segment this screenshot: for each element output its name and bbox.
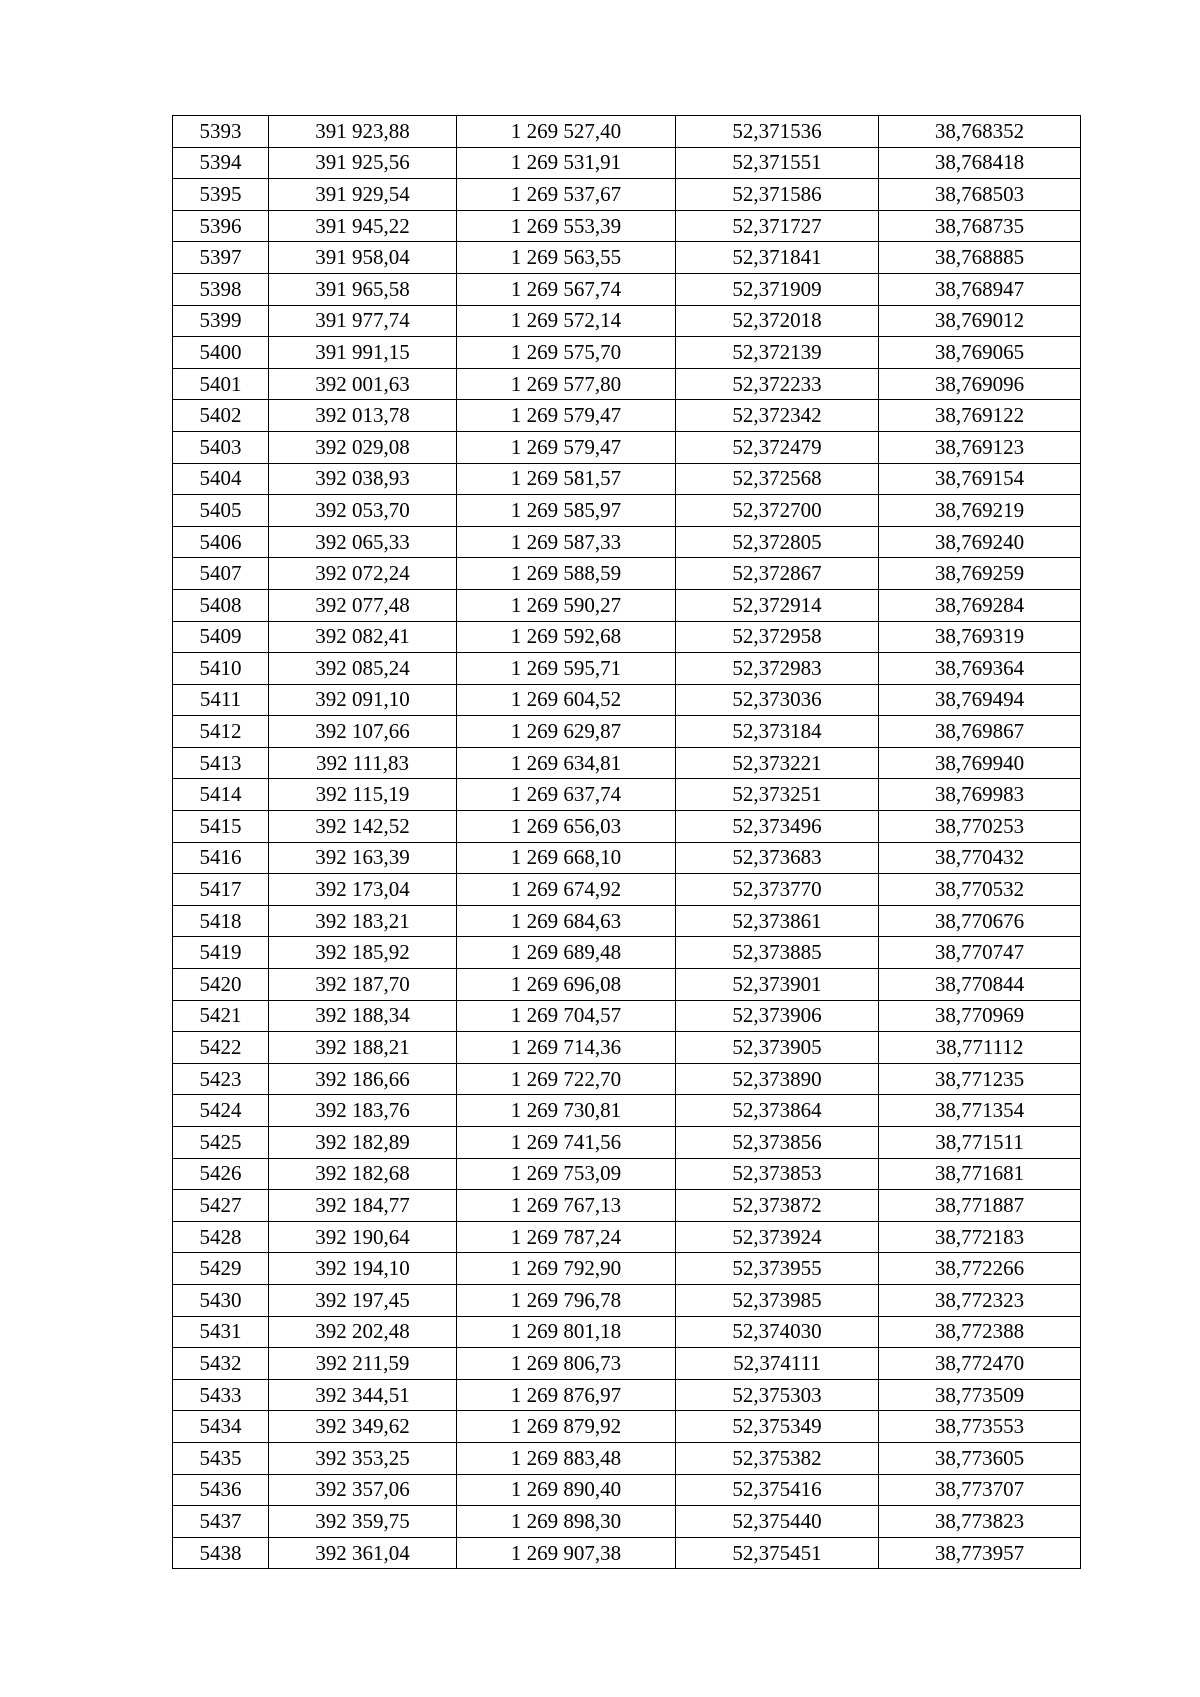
y-coordinate-cell: 1 269 629,87 (457, 716, 676, 748)
latitude-cell: 52,375440 (676, 1506, 879, 1538)
longitude-cell: 38,769867 (879, 716, 1081, 748)
x-coordinate-cell: 392 188,34 (269, 1000, 457, 1032)
table-row (173, 1506, 1081, 1538)
x-coordinate-cell: 392 029,08 (269, 431, 457, 463)
y-coordinate-cell: 1 269 876,97 (457, 1379, 676, 1411)
y-coordinate-cell: 1 269 588,59 (457, 558, 676, 590)
latitude-cell: 52,373683 (676, 842, 879, 874)
table-row (173, 1221, 1081, 1253)
point-number-cell: 5400 (173, 337, 269, 369)
point-number-cell: 5432 (173, 1348, 269, 1380)
point-number-cell: 5412 (173, 716, 269, 748)
point-number-cell: 5435 (173, 1442, 269, 1474)
y-coordinate-cell: 1 269 579,47 (457, 400, 676, 432)
latitude-cell: 52,372914 (676, 589, 879, 621)
point-number-cell: 5428 (173, 1221, 269, 1253)
table-row (173, 653, 1081, 685)
table-row (173, 1379, 1081, 1411)
longitude-cell: 38,771354 (879, 1095, 1081, 1127)
latitude-cell: 52,372342 (676, 400, 879, 432)
table-row (173, 1348, 1081, 1380)
y-coordinate-cell: 1 269 592,68 (457, 621, 676, 653)
table-row (173, 969, 1081, 1001)
point-number-cell: 5409 (173, 621, 269, 653)
table-row (173, 1032, 1081, 1064)
y-coordinate-cell: 1 269 674,92 (457, 874, 676, 906)
point-number-cell: 5404 (173, 463, 269, 495)
longitude-cell: 38,769319 (879, 621, 1081, 653)
longitude-cell: 38,772183 (879, 1221, 1081, 1253)
x-coordinate-cell: 392 111,83 (269, 747, 457, 779)
latitude-cell: 52,373901 (676, 969, 879, 1001)
latitude-cell: 52,372018 (676, 305, 879, 337)
x-coordinate-cell: 391 945,22 (269, 210, 457, 242)
longitude-cell: 38,769940 (879, 747, 1081, 779)
latitude-cell: 52,375416 (676, 1474, 879, 1506)
latitude-cell: 52,373856 (676, 1127, 879, 1159)
point-number-cell: 5429 (173, 1253, 269, 1285)
longitude-cell: 38,769494 (879, 684, 1081, 716)
y-coordinate-cell: 1 269 806,73 (457, 1348, 676, 1380)
y-coordinate-cell: 1 269 898,30 (457, 1506, 676, 1538)
point-number-cell: 5436 (173, 1474, 269, 1506)
longitude-cell: 38,770844 (879, 969, 1081, 1001)
table-row (173, 937, 1081, 969)
point-number-cell: 5417 (173, 874, 269, 906)
table-row (173, 779, 1081, 811)
latitude-cell: 52,371536 (676, 116, 879, 148)
latitude-cell: 52,372139 (676, 337, 879, 369)
table-row (173, 1095, 1081, 1127)
latitude-cell: 52,373906 (676, 1000, 879, 1032)
x-coordinate-cell: 392 344,51 (269, 1379, 457, 1411)
latitude-cell: 52,372983 (676, 653, 879, 685)
y-coordinate-cell: 1 269 879,92 (457, 1411, 676, 1443)
x-coordinate-cell: 392 001,63 (269, 368, 457, 400)
y-coordinate-cell: 1 269 537,67 (457, 179, 676, 211)
table-row (173, 242, 1081, 274)
longitude-cell: 38,768418 (879, 147, 1081, 179)
point-number-cell: 5418 (173, 905, 269, 937)
point-number-cell: 5431 (173, 1316, 269, 1348)
x-coordinate-cell: 392 183,76 (269, 1095, 457, 1127)
latitude-cell: 52,372958 (676, 621, 879, 653)
latitude-cell: 52,373924 (676, 1221, 879, 1253)
y-coordinate-cell: 1 269 572,14 (457, 305, 676, 337)
latitude-cell: 52,375451 (676, 1537, 879, 1569)
table-row (173, 1316, 1081, 1348)
x-coordinate-cell: 391 991,15 (269, 337, 457, 369)
table-row (173, 273, 1081, 305)
longitude-cell: 38,770432 (879, 842, 1081, 874)
longitude-cell: 38,773605 (879, 1442, 1081, 1474)
point-number-cell: 5395 (173, 179, 269, 211)
latitude-cell: 52,371586 (676, 179, 879, 211)
longitude-cell: 38,769284 (879, 589, 1081, 621)
x-coordinate-cell: 392 353,25 (269, 1442, 457, 1474)
table-row (173, 747, 1081, 779)
point-number-cell: 5414 (173, 779, 269, 811)
longitude-cell: 38,770253 (879, 811, 1081, 843)
point-number-cell: 5407 (173, 558, 269, 590)
table-row (173, 1063, 1081, 1095)
longitude-cell: 38,771112 (879, 1032, 1081, 1064)
table-row (173, 431, 1081, 463)
y-coordinate-cell: 1 269 587,33 (457, 526, 676, 558)
longitude-cell: 38,769364 (879, 653, 1081, 685)
y-coordinate-cell: 1 269 579,47 (457, 431, 676, 463)
y-coordinate-cell: 1 269 567,74 (457, 273, 676, 305)
point-number-cell: 5433 (173, 1379, 269, 1411)
x-coordinate-cell: 392 065,33 (269, 526, 457, 558)
y-coordinate-cell: 1 269 801,18 (457, 1316, 676, 1348)
latitude-cell: 52,372867 (676, 558, 879, 590)
point-number-cell: 5396 (173, 210, 269, 242)
x-coordinate-cell: 391 977,74 (269, 305, 457, 337)
longitude-cell: 38,769240 (879, 526, 1081, 558)
y-coordinate-cell: 1 269 575,70 (457, 337, 676, 369)
point-number-cell: 5425 (173, 1127, 269, 1159)
point-number-cell: 5419 (173, 937, 269, 969)
longitude-cell: 38,770969 (879, 1000, 1081, 1032)
coordinates-table-body (173, 116, 1081, 1569)
point-number-cell: 5415 (173, 811, 269, 843)
y-coordinate-cell: 1 269 796,78 (457, 1284, 676, 1316)
y-coordinate-cell: 1 269 704,57 (457, 1000, 676, 1032)
longitude-cell: 38,773957 (879, 1537, 1081, 1569)
point-number-cell: 5405 (173, 495, 269, 527)
x-coordinate-cell: 392 357,06 (269, 1474, 457, 1506)
table-row (173, 495, 1081, 527)
table-row (173, 305, 1081, 337)
latitude-cell: 52,372568 (676, 463, 879, 495)
point-number-cell: 5422 (173, 1032, 269, 1064)
longitude-cell: 38,768947 (879, 273, 1081, 305)
longitude-cell: 38,770747 (879, 937, 1081, 969)
y-coordinate-cell: 1 269 753,09 (457, 1158, 676, 1190)
point-number-cell: 5393 (173, 116, 269, 148)
latitude-cell: 52,371909 (676, 273, 879, 305)
y-coordinate-cell: 1 269 634,81 (457, 747, 676, 779)
y-coordinate-cell: 1 269 907,38 (457, 1537, 676, 1569)
table-row (173, 811, 1081, 843)
y-coordinate-cell: 1 269 668,10 (457, 842, 676, 874)
table-row (173, 526, 1081, 558)
longitude-cell: 38,773509 (879, 1379, 1081, 1411)
table-row (173, 1411, 1081, 1443)
x-coordinate-cell: 392 091,10 (269, 684, 457, 716)
table-row (173, 368, 1081, 400)
latitude-cell: 52,372479 (676, 431, 879, 463)
point-number-cell: 5424 (173, 1095, 269, 1127)
x-coordinate-cell: 392 211,59 (269, 1348, 457, 1380)
latitude-cell: 52,375303 (676, 1379, 879, 1411)
point-number-cell: 5434 (173, 1411, 269, 1443)
table-row (173, 684, 1081, 716)
x-coordinate-cell: 392 182,68 (269, 1158, 457, 1190)
longitude-cell: 38,768352 (879, 116, 1081, 148)
longitude-cell: 38,769123 (879, 431, 1081, 463)
latitude-cell: 52,373770 (676, 874, 879, 906)
longitude-cell: 38,771681 (879, 1158, 1081, 1190)
latitude-cell: 52,371727 (676, 210, 879, 242)
table-row (173, 210, 1081, 242)
x-coordinate-cell: 392 082,41 (269, 621, 457, 653)
x-coordinate-cell: 392 197,45 (269, 1284, 457, 1316)
x-coordinate-cell: 392 053,70 (269, 495, 457, 527)
x-coordinate-cell: 392 185,92 (269, 937, 457, 969)
latitude-cell: 52,373221 (676, 747, 879, 779)
longitude-cell: 38,769122 (879, 400, 1081, 432)
point-number-cell: 5437 (173, 1506, 269, 1538)
latitude-cell: 52,374030 (676, 1316, 879, 1348)
y-coordinate-cell: 1 269 581,57 (457, 463, 676, 495)
table-row (173, 1190, 1081, 1222)
longitude-cell: 38,772266 (879, 1253, 1081, 1285)
longitude-cell: 38,769065 (879, 337, 1081, 369)
table-row (173, 179, 1081, 211)
latitude-cell: 52,371841 (676, 242, 879, 274)
table-row (173, 716, 1081, 748)
y-coordinate-cell: 1 269 553,39 (457, 210, 676, 242)
point-number-cell: 5394 (173, 147, 269, 179)
point-number-cell: 5421 (173, 1000, 269, 1032)
longitude-cell: 38,768503 (879, 179, 1081, 211)
table-row (173, 1537, 1081, 1569)
longitude-cell: 38,769154 (879, 463, 1081, 495)
x-coordinate-cell: 392 202,48 (269, 1316, 457, 1348)
table-row (173, 1158, 1081, 1190)
x-coordinate-cell: 392 077,48 (269, 589, 457, 621)
table-row (173, 400, 1081, 432)
latitude-cell: 52,373864 (676, 1095, 879, 1127)
latitude-cell: 52,372805 (676, 526, 879, 558)
longitude-cell: 38,773707 (879, 1474, 1081, 1506)
x-coordinate-cell: 392 182,89 (269, 1127, 457, 1159)
table-row (173, 621, 1081, 653)
x-coordinate-cell: 392 184,77 (269, 1190, 457, 1222)
table-row (173, 558, 1081, 590)
x-coordinate-cell: 392 359,75 (269, 1506, 457, 1538)
x-coordinate-cell: 391 929,54 (269, 179, 457, 211)
latitude-cell: 52,372233 (676, 368, 879, 400)
table-row (173, 463, 1081, 495)
longitude-cell: 38,768885 (879, 242, 1081, 274)
x-coordinate-cell: 392 187,70 (269, 969, 457, 1001)
table-row (173, 1474, 1081, 1506)
x-coordinate-cell: 392 190,64 (269, 1221, 457, 1253)
latitude-cell: 52,373496 (676, 811, 879, 843)
latitude-cell: 52,373251 (676, 779, 879, 811)
y-coordinate-cell: 1 269 531,91 (457, 147, 676, 179)
latitude-cell: 52,373890 (676, 1063, 879, 1095)
x-coordinate-cell: 392 142,52 (269, 811, 457, 843)
y-coordinate-cell: 1 269 787,24 (457, 1221, 676, 1253)
y-coordinate-cell: 1 269 577,80 (457, 368, 676, 400)
point-number-cell: 5401 (173, 368, 269, 400)
longitude-cell: 38,769012 (879, 305, 1081, 337)
x-coordinate-cell: 392 349,62 (269, 1411, 457, 1443)
longitude-cell: 38,772323 (879, 1284, 1081, 1316)
point-number-cell: 5411 (173, 684, 269, 716)
point-number-cell: 5402 (173, 400, 269, 432)
table-row (173, 1284, 1081, 1316)
y-coordinate-cell: 1 269 637,74 (457, 779, 676, 811)
latitude-cell: 52,372700 (676, 495, 879, 527)
longitude-cell: 38,770676 (879, 905, 1081, 937)
table-row (173, 1127, 1081, 1159)
x-coordinate-cell: 392 188,21 (269, 1032, 457, 1064)
point-number-cell: 5408 (173, 589, 269, 621)
x-coordinate-cell: 392 173,04 (269, 874, 457, 906)
y-coordinate-cell: 1 269 722,70 (457, 1063, 676, 1095)
x-coordinate-cell: 391 958,04 (269, 242, 457, 274)
x-coordinate-cell: 391 925,56 (269, 147, 457, 179)
x-coordinate-cell: 392 194,10 (269, 1253, 457, 1285)
point-number-cell: 5420 (173, 969, 269, 1001)
latitude-cell: 52,371551 (676, 147, 879, 179)
longitude-cell: 38,771887 (879, 1190, 1081, 1222)
x-coordinate-cell: 392 072,24 (269, 558, 457, 590)
table-row (173, 1253, 1081, 1285)
longitude-cell: 38,772470 (879, 1348, 1081, 1380)
latitude-cell: 52,374111 (676, 1348, 879, 1380)
x-coordinate-cell: 392 183,21 (269, 905, 457, 937)
longitude-cell: 38,773823 (879, 1506, 1081, 1538)
table-row (173, 874, 1081, 906)
point-number-cell: 5398 (173, 273, 269, 305)
table-row (173, 337, 1081, 369)
point-number-cell: 5427 (173, 1190, 269, 1222)
longitude-cell: 38,772388 (879, 1316, 1081, 1348)
latitude-cell: 52,375349 (676, 1411, 879, 1443)
y-coordinate-cell: 1 269 714,36 (457, 1032, 676, 1064)
point-number-cell: 5430 (173, 1284, 269, 1316)
longitude-cell: 38,769259 (879, 558, 1081, 590)
longitude-cell: 38,769219 (879, 495, 1081, 527)
x-coordinate-cell: 392 186,66 (269, 1063, 457, 1095)
y-coordinate-cell: 1 269 527,40 (457, 116, 676, 148)
point-number-cell: 5438 (173, 1537, 269, 1569)
y-coordinate-cell: 1 269 696,08 (457, 969, 676, 1001)
table-row (173, 589, 1081, 621)
y-coordinate-cell: 1 269 604,52 (457, 684, 676, 716)
table-row (173, 1442, 1081, 1474)
x-coordinate-cell: 392 013,78 (269, 400, 457, 432)
y-coordinate-cell: 1 269 730,81 (457, 1095, 676, 1127)
point-number-cell: 5416 (173, 842, 269, 874)
table-row (173, 842, 1081, 874)
y-coordinate-cell: 1 269 563,55 (457, 242, 676, 274)
longitude-cell: 38,771235 (879, 1063, 1081, 1095)
x-coordinate-cell: 392 107,66 (269, 716, 457, 748)
table-row (173, 1000, 1081, 1032)
latitude-cell: 52,373905 (676, 1032, 879, 1064)
point-number-cell: 5410 (173, 653, 269, 685)
longitude-cell: 38,769096 (879, 368, 1081, 400)
latitude-cell: 52,373985 (676, 1284, 879, 1316)
y-coordinate-cell: 1 269 689,48 (457, 937, 676, 969)
latitude-cell: 52,373036 (676, 684, 879, 716)
point-number-cell: 5399 (173, 305, 269, 337)
y-coordinate-cell: 1 269 883,48 (457, 1442, 676, 1474)
longitude-cell: 38,769983 (879, 779, 1081, 811)
y-coordinate-cell: 1 269 656,03 (457, 811, 676, 843)
x-coordinate-cell: 391 965,58 (269, 273, 457, 305)
longitude-cell: 38,773553 (879, 1411, 1081, 1443)
coordinates-table (172, 115, 1081, 1569)
point-number-cell: 5423 (173, 1063, 269, 1095)
latitude-cell: 52,373885 (676, 937, 879, 969)
x-coordinate-cell: 391 923,88 (269, 116, 457, 148)
table-row (173, 147, 1081, 179)
latitude-cell: 52,373955 (676, 1253, 879, 1285)
point-number-cell: 5406 (173, 526, 269, 558)
y-coordinate-cell: 1 269 792,90 (457, 1253, 676, 1285)
table-row (173, 905, 1081, 937)
point-number-cell: 5403 (173, 431, 269, 463)
y-coordinate-cell: 1 269 590,27 (457, 589, 676, 621)
latitude-cell: 52,373853 (676, 1158, 879, 1190)
longitude-cell: 38,770532 (879, 874, 1081, 906)
x-coordinate-cell: 392 163,39 (269, 842, 457, 874)
table-row (173, 116, 1081, 148)
latitude-cell: 52,375382 (676, 1442, 879, 1474)
point-number-cell: 5426 (173, 1158, 269, 1190)
y-coordinate-cell: 1 269 767,13 (457, 1190, 676, 1222)
latitude-cell: 52,373861 (676, 905, 879, 937)
x-coordinate-cell: 392 085,24 (269, 653, 457, 685)
latitude-cell: 52,373872 (676, 1190, 879, 1222)
point-number-cell: 5413 (173, 747, 269, 779)
y-coordinate-cell: 1 269 890,40 (457, 1474, 676, 1506)
x-coordinate-cell: 392 115,19 (269, 779, 457, 811)
y-coordinate-cell: 1 269 684,63 (457, 905, 676, 937)
point-number-cell: 5397 (173, 242, 269, 274)
y-coordinate-cell: 1 269 585,97 (457, 495, 676, 527)
x-coordinate-cell: 392 038,93 (269, 463, 457, 495)
longitude-cell: 38,771511 (879, 1127, 1081, 1159)
latitude-cell: 52,373184 (676, 716, 879, 748)
x-coordinate-cell: 392 361,04 (269, 1537, 457, 1569)
y-coordinate-cell: 1 269 741,56 (457, 1127, 676, 1159)
y-coordinate-cell: 1 269 595,71 (457, 653, 676, 685)
longitude-cell: 38,768735 (879, 210, 1081, 242)
